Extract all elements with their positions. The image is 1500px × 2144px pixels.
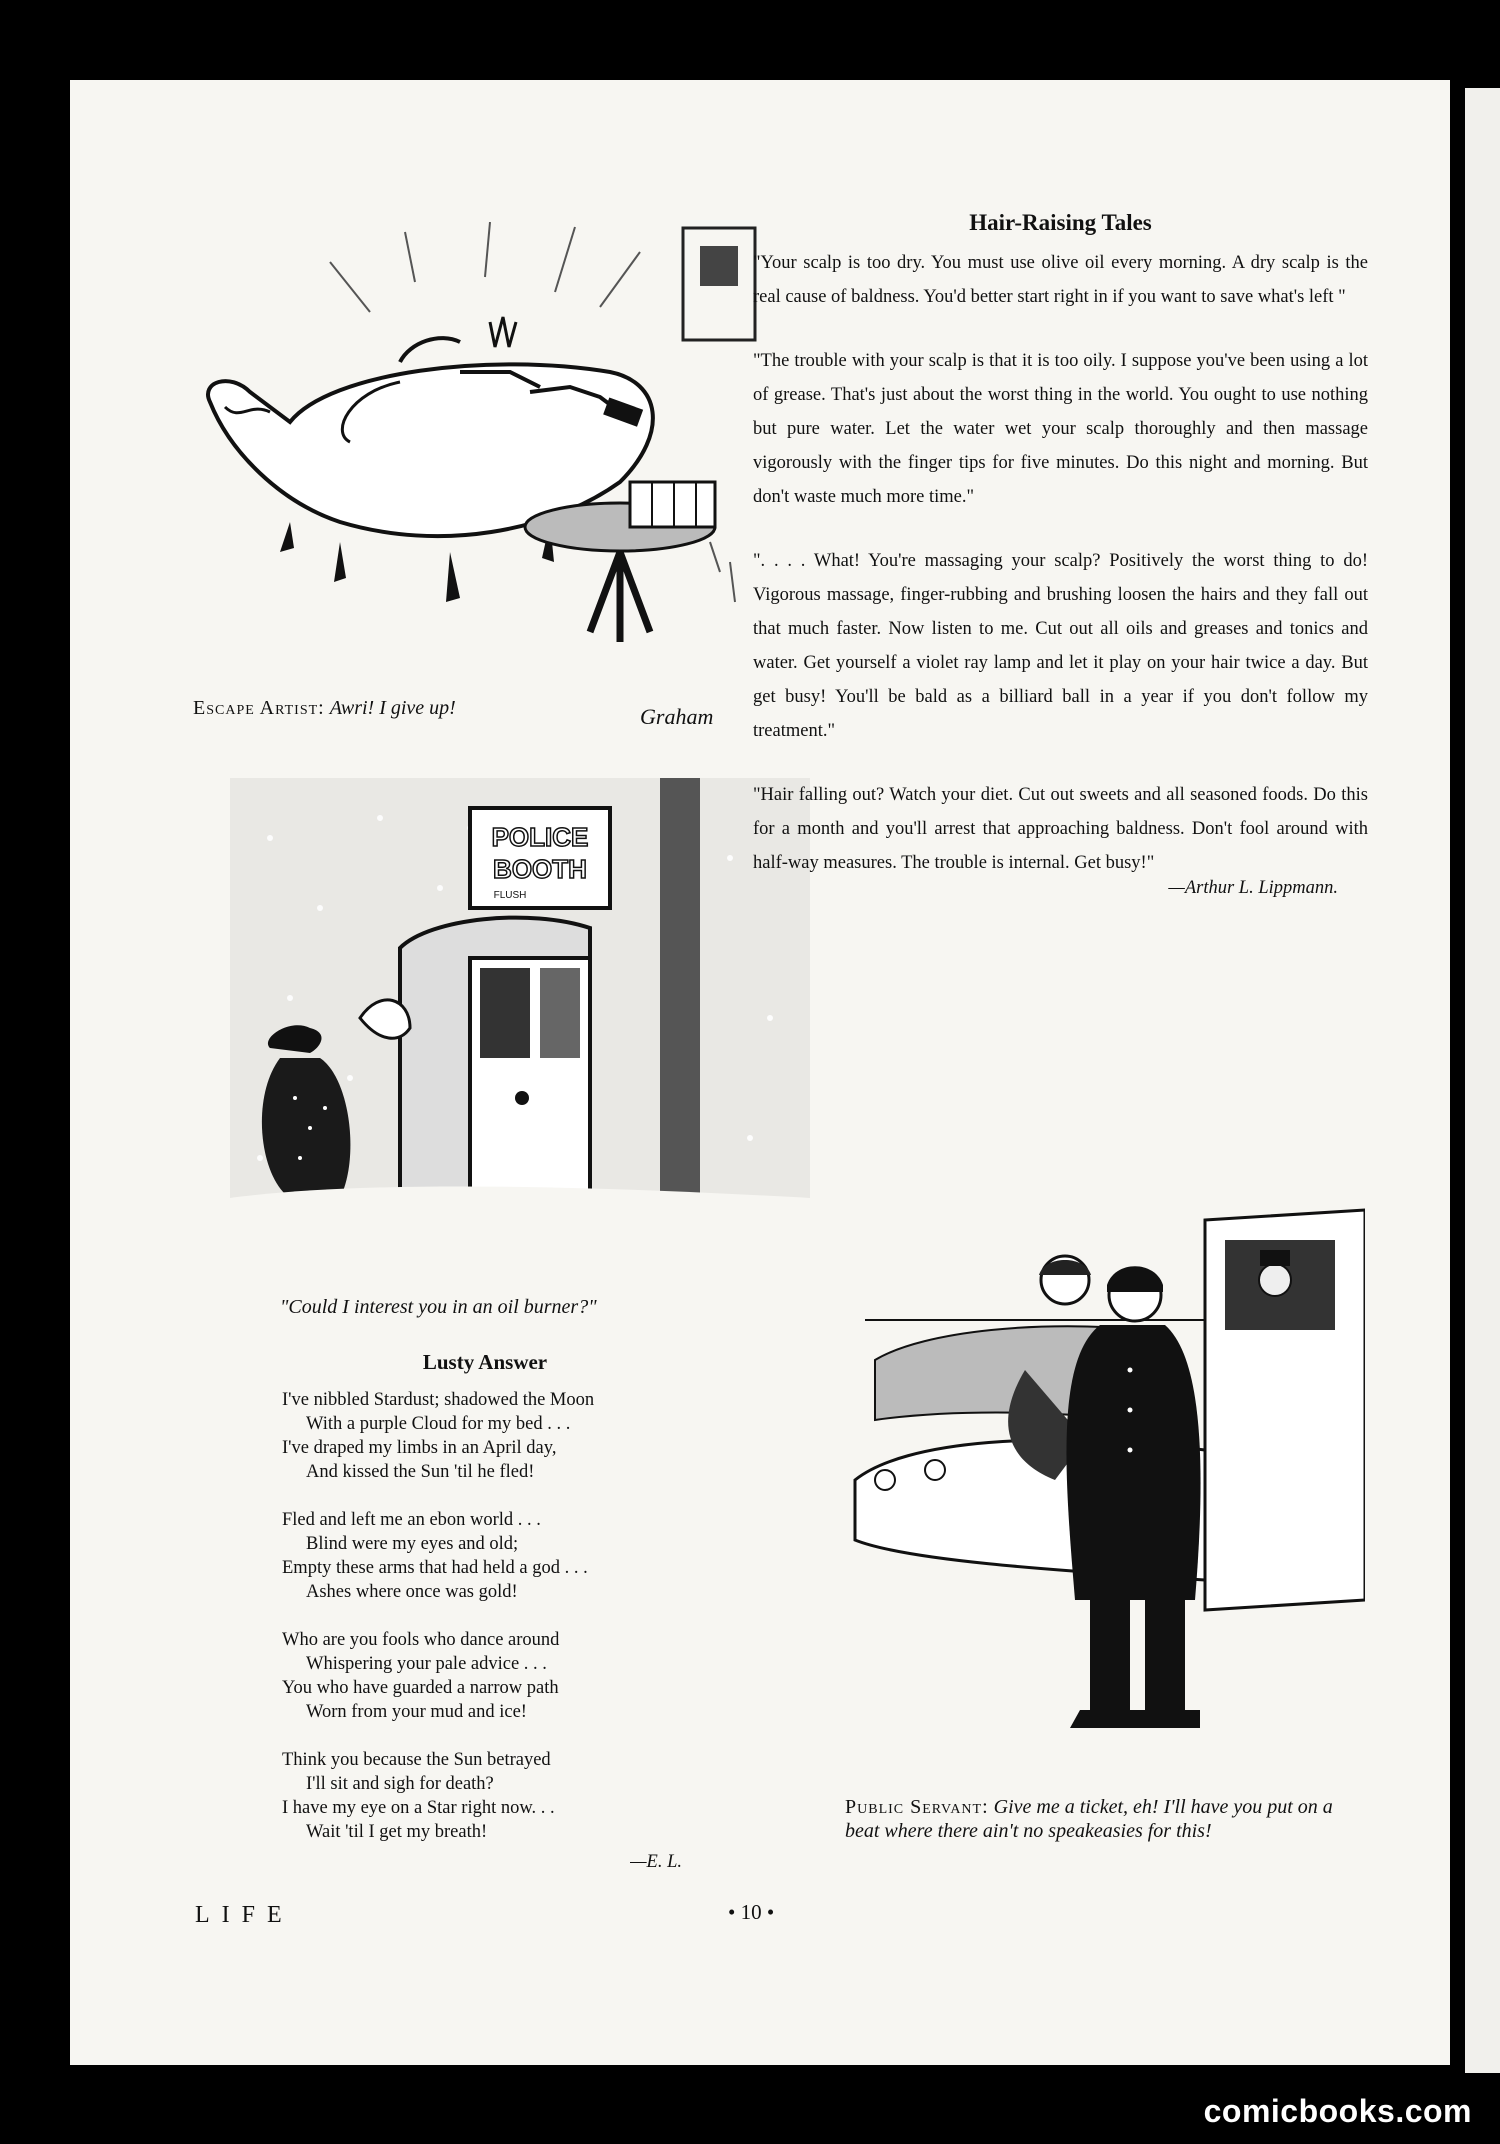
article-paragraph: "The trouble with your scalp is that it is too oily. I suppose you've been using a lot of grease. That's just about the worst thing in the world. You ought to use nothing but pure water. Let the water wet your scalp thoroughly and then massage vigorously with the finger tips for five minutes. Do this night and morning. But don't waste much more time."	[753, 351, 1368, 507]
poem-lusty-answer	[282, 1388, 702, 1874]
article-author: —Arthur L. Lippmann.	[1168, 878, 1338, 898]
magazine-name: LIFE	[195, 1902, 294, 1928]
poem-stanza	[282, 1748, 702, 1844]
poem-line: I have my eye on a Star right now. . .	[282, 1798, 555, 1818]
artist-signature: Graham	[640, 704, 714, 729]
caption-public-servant	[845, 1795, 1335, 1843]
poem-line: Whispering your pale advice . . .	[306, 1654, 547, 1674]
poem-line: I'll sit and sigh for death?	[306, 1774, 494, 1794]
poem-stanza	[282, 1508, 702, 1604]
poem-line: And kissed the Sun 'til he fled!	[306, 1462, 535, 1482]
article-title: Hair-Raising Tales	[969, 210, 1152, 235]
cartoon-public-servant	[845, 1180, 1365, 1790]
poem-line: You who have guarded a narrow path	[282, 1678, 559, 1698]
poem-line: I've nibbled Stardust; shadowed the Moon	[282, 1390, 595, 1410]
caption-escape-artist	[193, 697, 456, 720]
poem-line: I've draped my limbs in an April day,	[282, 1438, 557, 1458]
poem-line: Blind were my eyes and old;	[306, 1534, 519, 1554]
poem-author: —E. L.	[630, 1852, 682, 1872]
poem-line: With a purple Cloud for my bed . . .	[306, 1414, 571, 1434]
poem-line: Who are you fools who dance around	[282, 1630, 560, 1650]
cartoon-police-booth	[230, 778, 810, 1238]
article-paragraph: "Hair falling out? Watch your diet. Cut out sweets and all seasoned foods. Do this for a month and you'll arrest that approaching baldness. Don't fool around with half-way measures. The trouble is internal. Get busy!"	[753, 785, 1368, 873]
poem-title: Lusty Answer	[422, 1350, 548, 1374]
caption-text: Awri! I give up!	[329, 697, 456, 719]
caption-label: Public Servant:	[845, 1796, 989, 1818]
cartoon-escape-artist	[190, 222, 780, 687]
caption-text: Give me a ticket, eh! I'll have you put on a beat where there ain't no speakeasies for this!	[845, 1796, 1333, 1842]
sign-flush: FLUSH	[493, 890, 527, 901]
poem-line: Wait 'til I get my breath!	[306, 1822, 488, 1842]
poem-line: Worn from your mud and ice!	[306, 1702, 527, 1722]
watermark: comicbooks.com	[1203, 2093, 1472, 2129]
sign-booth: BOOTH	[493, 854, 587, 884]
poem-line: Think you because the Sun betrayed	[282, 1750, 551, 1770]
article-paragraph: "Your scalp is too dry. You must use olive oil every morning. A dry scalp is the real cause of baldness. You'd better start right in if you want to save what's left "	[753, 253, 1368, 307]
poem-stanza	[282, 1628, 702, 1724]
sign-police: POLICE	[491, 822, 589, 852]
poem-line: Fled and left me an ebon world . . .	[282, 1510, 541, 1530]
caption-police-booth: "Could I interest you in an oil burner?"	[280, 1296, 597, 1318]
poem-line: Empty these arms that had held a god . . .	[282, 1558, 588, 1578]
poem-stanza	[282, 1388, 702, 1484]
article-hair-raising-tales	[753, 210, 1368, 899]
caption-label: Escape Artist:	[193, 697, 325, 719]
article-paragraph: ". . . . What! You're massaging your scalp? Positively the worst thing to do! Vigorous massage, finger-rubbing and brushing loosen the hairs and they fall out that much faster. Now listen to me. Cut out all oils and greases and tonics and water. Get yourself a violet ray lamp and let it play on your hair twice a day. But get busy! You'll be bald as a billiard ball in a year if you don't follow my treatment."	[753, 551, 1368, 741]
page-number: • 10 •	[728, 1900, 775, 1924]
facing-page-edge	[1465, 88, 1500, 2073]
poem-line: Ashes where once was gold!	[306, 1582, 518, 1602]
